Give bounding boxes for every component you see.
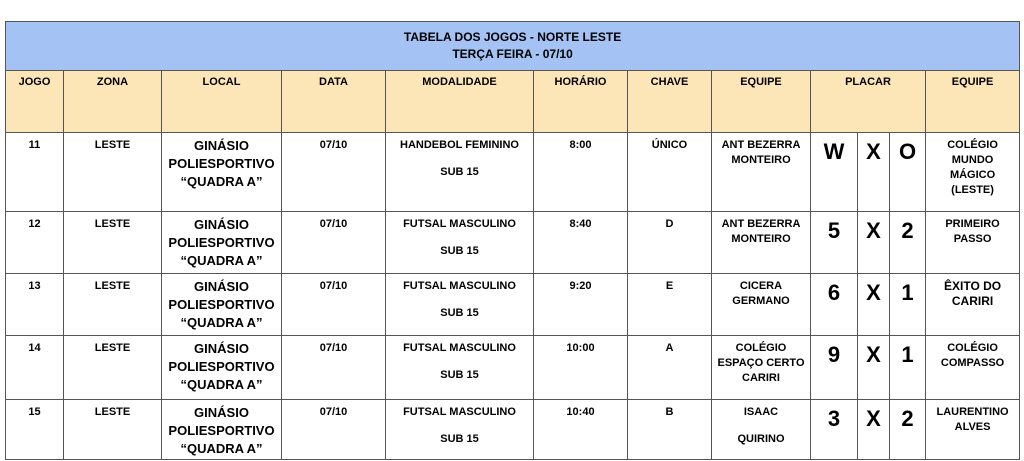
local-line: GINÁSIO xyxy=(194,341,249,356)
games-table xyxy=(5,21,1020,460)
header-jogo: JOGO xyxy=(6,71,64,133)
modalidade-category: SUB 15 xyxy=(440,245,479,257)
local-line: POLIESPORTIVO xyxy=(168,156,275,171)
cell-equipe-home xyxy=(712,133,811,212)
modalidade-category: SUB 15 xyxy=(440,369,479,381)
cell-modalidade xyxy=(386,336,534,400)
title-row xyxy=(6,22,1020,71)
team-line: COLÉGIO xyxy=(735,342,787,354)
score-separator: X xyxy=(858,133,890,212)
team-line: MONTEIRO xyxy=(731,154,791,166)
team-line: MUNDO xyxy=(951,154,994,166)
cell-equipe-away xyxy=(926,133,1020,212)
cell-equipe-away xyxy=(926,212,1020,274)
team-line: (LESTE) xyxy=(951,184,994,196)
modalidade-name: FUTSAL MASCULINO xyxy=(403,280,516,292)
cell-zona: LESTE xyxy=(64,133,162,212)
local-line: “QUADRA A” xyxy=(180,253,263,268)
header-horario: HORÁRIO xyxy=(534,71,628,133)
cell-data: 07/10 xyxy=(282,133,386,212)
team-line: ALVES xyxy=(954,421,991,433)
score-separator: X xyxy=(858,212,890,274)
team-line: COLÉGIO xyxy=(947,139,998,151)
cell-local xyxy=(162,400,282,460)
local-line: “QUADRA A” xyxy=(180,441,263,456)
modalidade-category: SUB 15 xyxy=(440,433,479,445)
cell-modalidade xyxy=(386,400,534,460)
cell-local xyxy=(162,212,282,274)
score-away: 1 xyxy=(890,336,926,400)
team-line: ESPAÇO CERTO xyxy=(717,357,805,369)
cell-local xyxy=(162,133,282,212)
local-line: “QUADRA A” xyxy=(180,315,263,330)
local-line: POLIESPORTIVO xyxy=(168,235,275,250)
modalidade-name: FUTSAL MASCULINO xyxy=(403,218,516,230)
score-home: 6 xyxy=(811,274,858,336)
title-line-2: TERÇA FEIRA - 07/10 xyxy=(452,47,573,61)
cell-equipe-away xyxy=(926,336,1020,400)
cell-modalidade xyxy=(386,274,534,336)
score-separator: X xyxy=(858,400,890,460)
team-line: CARIRI xyxy=(742,372,780,384)
cell-horario: 8:40 xyxy=(534,212,628,274)
modalidade-category: SUB 15 xyxy=(440,307,479,319)
cell-jogo: 11 xyxy=(6,133,64,212)
team-line: MONTEIRO xyxy=(731,233,791,245)
table-row xyxy=(6,400,1020,460)
cell-equipe-away xyxy=(926,400,1020,460)
modalidade-name: FUTSAL MASCULINO xyxy=(403,342,516,354)
header-zona: ZONA xyxy=(64,71,162,133)
cell-equipe-home xyxy=(712,400,811,460)
cell-zona: LESTE xyxy=(64,274,162,336)
local-line: GINÁSIO xyxy=(194,217,249,232)
team-spacer xyxy=(712,420,810,432)
table-row xyxy=(6,212,1020,274)
score-away: 2 xyxy=(890,400,926,460)
team-line: PASSO xyxy=(953,233,992,245)
cell-jogo: 14 xyxy=(6,336,64,400)
cell-horario: 10:40 xyxy=(534,400,628,460)
cell-data: 07/10 xyxy=(282,212,386,274)
cell-chave: B xyxy=(628,400,712,460)
local-line: POLIESPORTIVO xyxy=(168,359,275,374)
cell-equipe-home xyxy=(712,212,811,274)
cell-local xyxy=(162,274,282,336)
cell-horario: 10:00 xyxy=(534,336,628,400)
modalidade-category: SUB 15 xyxy=(440,166,479,178)
score-home: W xyxy=(811,133,858,212)
team-line: COLÉGIO xyxy=(947,342,998,354)
team-line: GERMANO xyxy=(732,295,790,307)
header-local: LOCAL xyxy=(162,71,282,133)
cell-zona: LESTE xyxy=(64,336,162,400)
cell-equipe-home xyxy=(712,274,811,336)
team-line: ISAAC xyxy=(743,406,779,418)
cell-jogo: 13 xyxy=(6,274,64,336)
cell-data: 07/10 xyxy=(282,400,386,460)
local-line: GINÁSIO xyxy=(194,279,249,294)
cell-equipe-away xyxy=(926,274,1020,336)
score-away: O xyxy=(890,133,926,212)
header-placar: PLACAR xyxy=(811,71,926,133)
modalidade-name: HANDEBOL FEMININO xyxy=(400,139,519,151)
score-separator: X xyxy=(858,336,890,400)
local-line: POLIESPORTIVO xyxy=(168,423,275,438)
cell-data: 07/10 xyxy=(282,336,386,400)
team-line: MÁGICO xyxy=(949,169,996,181)
team-line: COMPASSO xyxy=(940,357,1005,369)
cell-chave: E xyxy=(628,274,712,336)
cell-data: 07/10 xyxy=(282,274,386,336)
cell-jogo: 15 xyxy=(6,400,64,460)
local-line: POLIESPORTIVO xyxy=(168,297,275,312)
cell-horario: 8:00 xyxy=(534,133,628,212)
score-home: 3 xyxy=(811,400,858,460)
cell-local xyxy=(162,336,282,400)
cell-zona: LESTE xyxy=(64,212,162,274)
header-row xyxy=(6,71,1020,133)
cell-zona: LESTE xyxy=(64,400,162,460)
local-line: GINÁSIO xyxy=(194,405,249,420)
score-home: 9 xyxy=(811,336,858,400)
team-line: ANT BEZERRA xyxy=(721,139,801,151)
table-row xyxy=(6,336,1020,400)
cell-chave: A xyxy=(628,336,712,400)
score-separator: X xyxy=(858,274,890,336)
team-line: CICERA xyxy=(739,280,783,292)
table-row xyxy=(6,133,1020,212)
local-line: “QUADRA A” xyxy=(180,377,263,392)
header-equipe-home: EQUIPE xyxy=(712,71,811,133)
team-line: ANT BEZERRA xyxy=(721,218,801,230)
header-data: DATA xyxy=(282,71,386,133)
team-line: CARIRI xyxy=(951,294,994,308)
team-line: LAURENTINO xyxy=(936,406,1009,418)
cell-modalidade xyxy=(386,133,534,212)
team-line: ÊXITO DO xyxy=(943,279,1002,293)
team-line: PRIMEIRO xyxy=(945,218,1000,230)
team-line: QUIRINO xyxy=(737,433,785,445)
modalidade-name: FUTSAL MASCULINO xyxy=(403,406,516,418)
games-table-container xyxy=(5,21,1019,460)
table-title xyxy=(6,22,1020,71)
score-away: 1 xyxy=(890,274,926,336)
score-home: 5 xyxy=(811,212,858,274)
cell-modalidade xyxy=(386,212,534,274)
cell-chave: ÚNICO xyxy=(628,133,712,212)
table-row xyxy=(6,274,1020,336)
cell-equipe-home xyxy=(712,336,811,400)
cell-chave: D xyxy=(628,212,712,274)
header-modalidade: MODALIDADE xyxy=(386,71,534,133)
score-away: 2 xyxy=(890,212,926,274)
local-line: GINÁSIO xyxy=(194,138,249,153)
cell-horario: 9:20 xyxy=(534,274,628,336)
title-line-1: TABELA DOS JOGOS - NORTE LESTE xyxy=(403,30,622,44)
local-line: “QUADRA A” xyxy=(180,174,263,189)
cell-jogo: 12 xyxy=(6,212,64,274)
header-chave: CHAVE xyxy=(628,71,712,133)
header-equipe-away: EQUIPE xyxy=(926,71,1020,133)
